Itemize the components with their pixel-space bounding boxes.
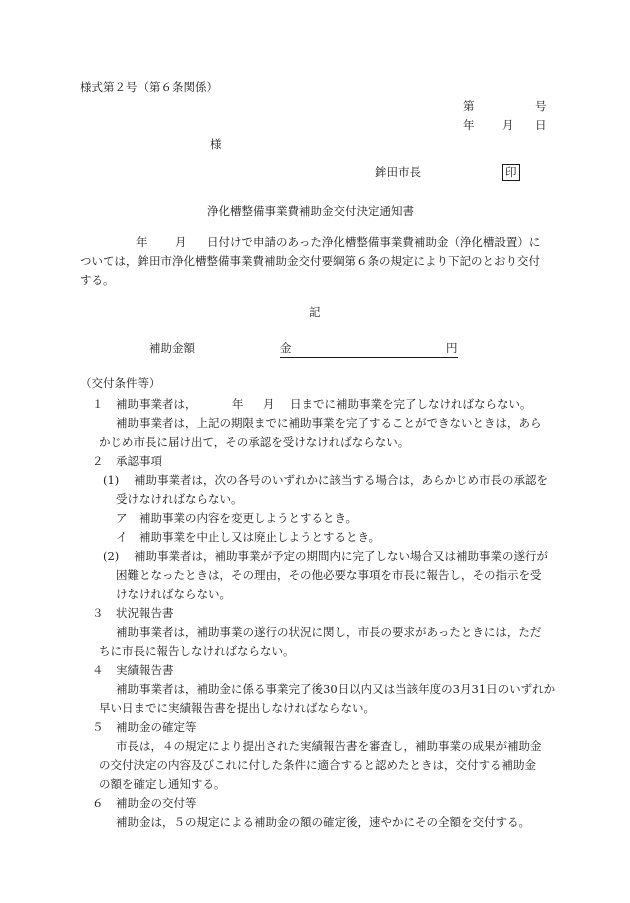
condition-2-item-i-mark: イ: [116, 530, 128, 544]
condition-1-month: 月: [263, 397, 275, 411]
condition-2-sub-1-line-a: 補助事業者は，次の各号のいずれかに該当する場合は，あらかじめ市長の承認を: [134, 473, 548, 487]
condition-1-text-d: 日までに補助事業を完了しなければならない。: [290, 397, 532, 411]
condition-4-line-b: 早い日までに実績報告書を提出しなければならない。: [99, 701, 375, 715]
condition-4-heading: 実績報告書: [116, 663, 174, 677]
condition-2-item-i-text: 補助事業を中止し又は廃止しようとするとき。: [139, 530, 381, 544]
condition-1-number: １: [92, 397, 104, 411]
conditions-heading: （交付条件等）: [80, 376, 161, 390]
amount-underline: [280, 357, 458, 358]
intro-month: 月: [175, 235, 187, 249]
condition-1-text-a: 補助事業者は，: [116, 397, 197, 411]
form-number: 様式第２号（第６条関係）: [80, 80, 218, 94]
condition-5-line-c: の額を確定し通知する。: [99, 777, 226, 791]
condition-3-heading: 状況報告書: [116, 606, 174, 620]
condition-2-sub-2-number: (2): [103, 549, 120, 563]
intro-line-3: する。: [80, 273, 115, 287]
amount-unit: 円: [446, 341, 458, 355]
condition-1-year: 年: [232, 397, 244, 411]
date-day: 日: [535, 118, 547, 132]
condition-5-heading: 補助金の確定等: [116, 720, 197, 734]
document-number-prefix: 第: [463, 99, 475, 113]
condition-6-number: ６: [92, 796, 104, 810]
condition-2-number: ２: [92, 454, 104, 468]
condition-2-sub-1-line-b: 受けなければならない。: [116, 492, 243, 506]
issuer-name: 鉾田市長: [375, 165, 421, 179]
seal-mark: [502, 164, 520, 181]
amount-prefix: 金: [280, 341, 292, 355]
seal-text: 印: [502, 164, 520, 181]
intro-year: 年: [136, 235, 148, 249]
condition-2-sub-2-line-b: 困難となったときは，その理由，その他必要な事項を市長に報告し，その指示を受: [116, 568, 542, 582]
intro-line-2: ついては，鉾田市浄化槽整備事業費補助金交付要綱第６条の規定により下記のとおり交付: [80, 254, 540, 268]
condition-2-sub-1-number: (1): [103, 473, 120, 487]
condition-5-line-b: の交付決定の内容及びこれに付した条件に適合すると認めたときは，交付する補助金: [99, 758, 536, 772]
document-number-suffix: 号: [535, 99, 547, 113]
condition-2-item-a-text: 補助事業の内容を変更しようとするとき。: [139, 511, 358, 525]
condition-6-heading: 補助金の交付等: [116, 796, 197, 810]
condition-2-sub-2-line-c: けなければならない。: [116, 587, 231, 601]
amount-label: 補助金額: [149, 341, 195, 355]
condition-2-item-a-mark: ア: [116, 511, 128, 525]
condition-1-para2-a: 補助事業者は，上記の期限までに補助事業を完了することができないときは，あら: [116, 416, 542, 430]
intro-line-1: 日付けで申請のあった浄化槽整備事業費補助金（浄化槽設置）に: [207, 235, 541, 249]
document-title: 浄化槽整備事業費補助金交付決定通知書: [207, 204, 414, 218]
condition-2-sub-2-line-a: 補助事業者は，補助事業が予定の期間内に完了しない場合又は補助事業の遂行が: [134, 549, 548, 563]
condition-3-line-a: 補助事業者は，補助事業の遂行の状況に関し，市長の要求があったときには，ただ: [116, 625, 542, 639]
condition-2-heading: 承認事項: [116, 454, 162, 468]
condition-5-line-a: 市長は，４の規定により提出された実績報告書を審査し，補助事業の成果が補助金: [116, 739, 542, 753]
condition-4-line-a: 補助事業者は，補助金に係る事業完了後30日以内又は当該年度の3月31日のいずれか: [116, 682, 556, 696]
condition-3-line-b: ちに市長に報告しなければならない。: [99, 644, 295, 658]
condition-6-line-a: 補助金は，５の規定による補助金の額の確定後，速やかにその全額を交付する。: [116, 815, 530, 829]
date-year: 年: [463, 118, 475, 132]
ki-heading: 記: [309, 305, 321, 319]
date-month: 月: [502, 118, 514, 132]
condition-1-para2-b: かじめ市長に届け出て，その承認を受けなければならない。: [99, 435, 410, 449]
addressee-suffix: 様: [210, 137, 222, 151]
condition-5-number: ５: [92, 720, 104, 734]
condition-4-number: ４: [92, 663, 104, 677]
condition-3-number: ３: [92, 606, 104, 620]
